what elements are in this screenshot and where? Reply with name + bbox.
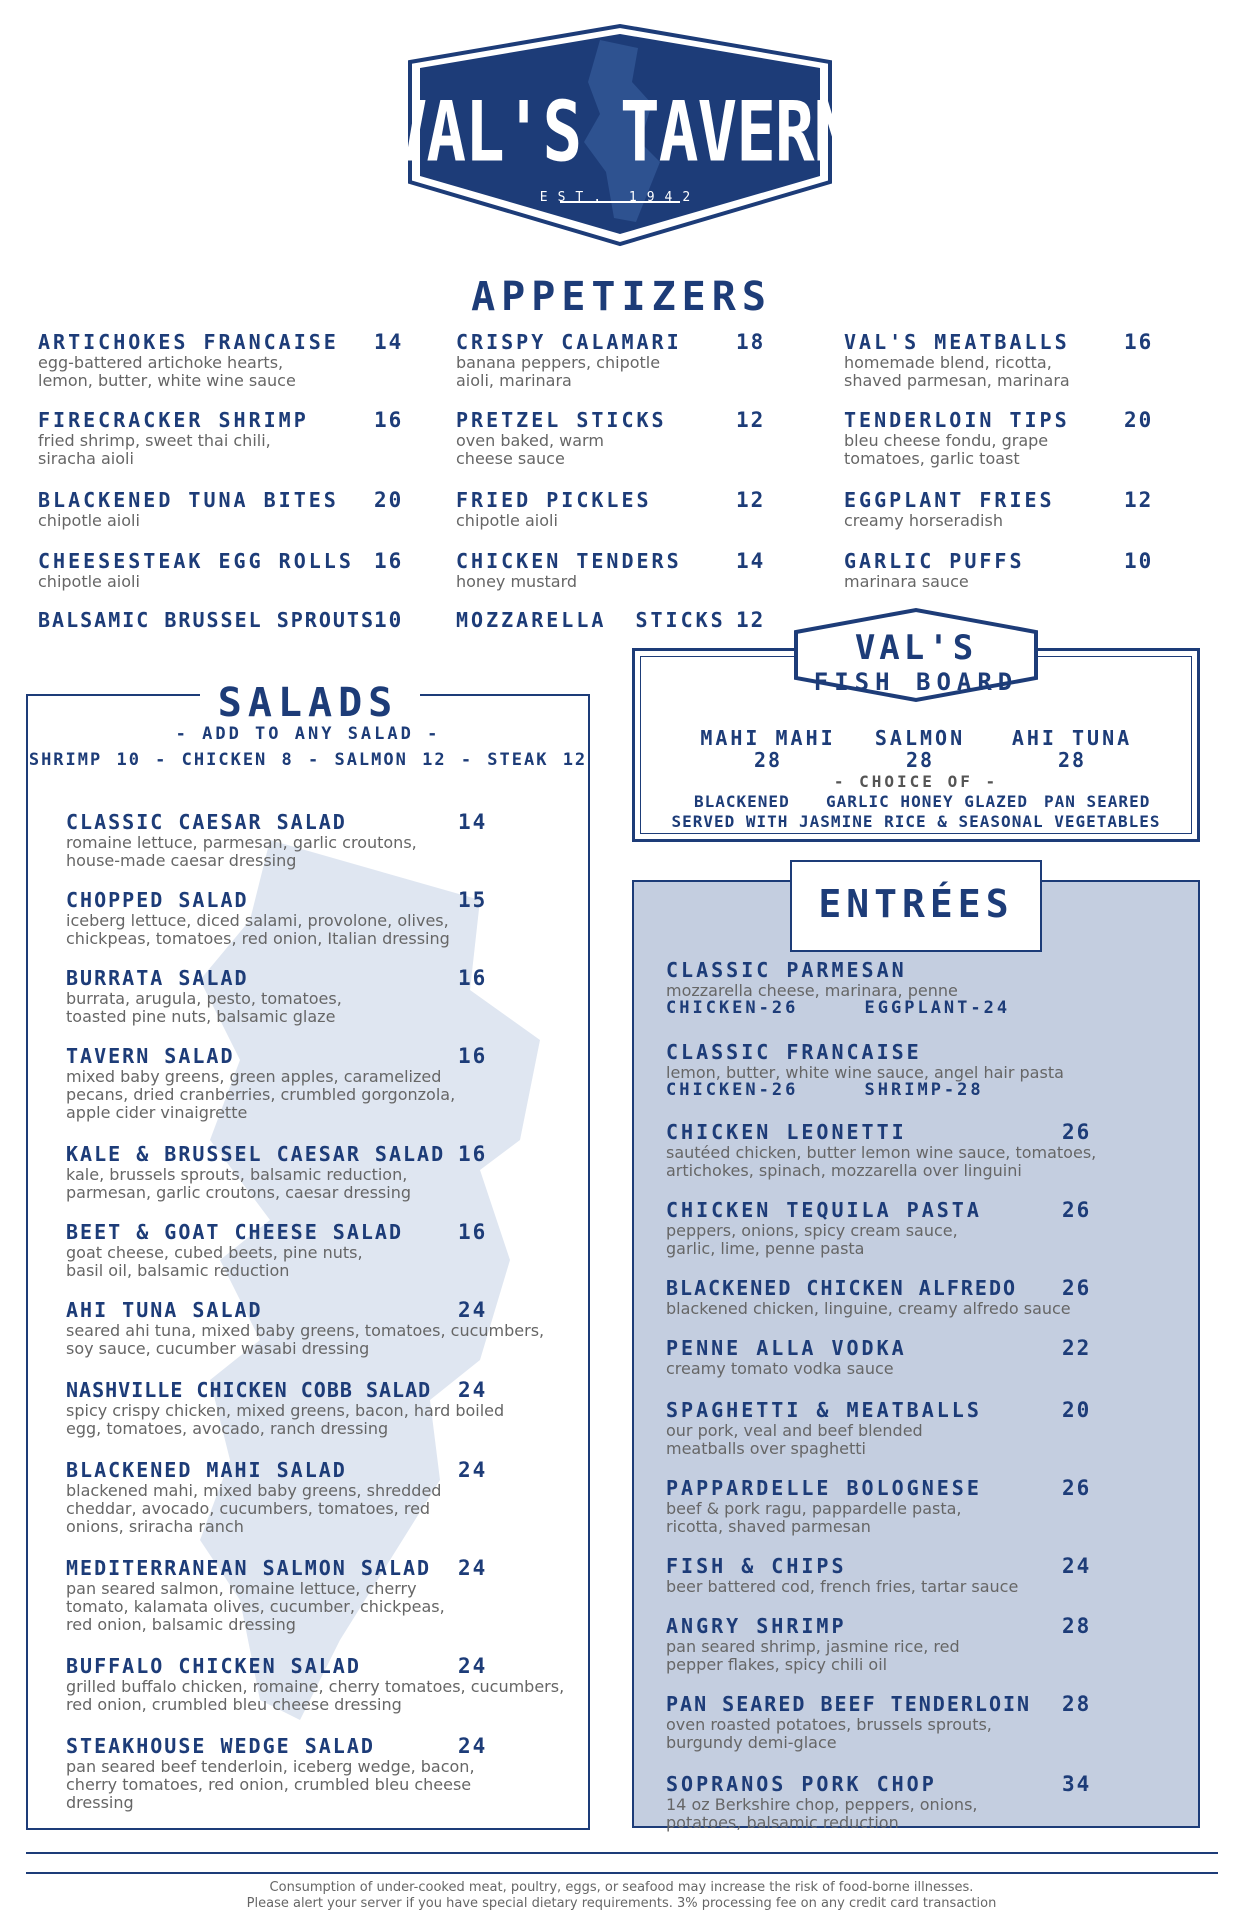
item-name: NASHVILLE CHICKEN COBB SALAD [66,1378,432,1402]
item-description: romaine lettuce, parmesan, garlic croutons, house-made caesar dressing [66,833,417,870]
fish-served-with: SERVED WITH JASMINE RICE & SEASONAL VEGETABLES [671,812,1161,831]
footer-disclaimer: Consumption of under-cooked meat, poultry, eggs, or seafood may increase the risk of food-borne illnesses. [269,1880,974,1895]
item-price: 28 [1062,1614,1092,1638]
fish-choice: PAN SEARED [1044,792,1151,811]
item-name: BURRATA SALAD [66,966,249,990]
item-name: AHI TUNA SALAD [66,1298,263,1322]
item-price: 24 [458,1298,488,1322]
item-price: 24 [458,1378,488,1402]
fish-name: AHI TUNA [1011,726,1133,750]
item-description: iceberg lettuce, diced salami, provolone, olives, chickpeas, tomatoes, red onion, Italian dressing [66,911,450,948]
item-price: 10 [374,608,404,632]
item-description: goat cheese, cubed beets, pine nuts, basil oil, balsamic reduction [66,1243,363,1280]
item-name: PENNE ALLA VODKA [666,1336,907,1360]
item-description: chipotle aioli [38,511,140,530]
item-description: burrata, arugula, pesto, tomatoes, toasted pine nuts, balsamic glaze [66,989,342,1026]
item-name: CHICKEN LEONETTI [666,1120,907,1144]
item-name: SPAGHETTI & MEATBALLS [666,1398,982,1422]
item-price: 20 [374,488,404,512]
item-name: BUFFALO CHICKEN SALAD [66,1654,361,1678]
item-price: 14 [374,330,404,354]
item-price: 12 [736,608,766,632]
item-description: fried shrimp, sweet thai chili, siracha aioli [38,431,271,468]
item-name: PAPPARDELLE BOLOGNESE [666,1476,982,1500]
item-description: peppers, onions, spicy cream sauce, garlic, lime, penne pasta [666,1221,958,1258]
item-description: spicy crispy chicken, mixed greens, bacon, hard boiled egg, tomatoes, avocado, ranch dressing [66,1401,505,1438]
item-name: PRETZEL STICKS [456,408,667,432]
item-description: creamy horseradish [844,511,1003,530]
item-description: mozzarella cheese, marinara, penne [666,981,958,1000]
item-price: 26 [1062,1198,1092,1222]
item-price: 16 [374,549,404,573]
item-description: sautéed chicken, butter lemon wine sauce, tomatoes, artichokes, spinach, mozzarella over linguini [666,1143,1097,1180]
item-price: 12 [736,408,766,432]
item-name: BLACKENED MAHI SALAD [66,1458,347,1482]
item-price: 20 [1124,408,1154,432]
item-description: pan seared salmon, romaine lettuce, cherry tomato, kalamata olives, cucumber, chickpeas, red onion, balsamic dressing [66,1579,445,1634]
item-name: KALE & BRUSSEL CAESAR SALAD [66,1142,446,1166]
item-description: seared ahi tuna, mixed baby greens, tomatoes, cucumbers, soy sauce, cucumber wasabi dressing [66,1321,545,1358]
item-name: PAN SEARED BEEF TENDERLOIN [666,1692,1032,1716]
item-options: CHICKEN-26 EGGPLANT-24 [666,998,1011,1018]
item-name: ARTICHOKES FRANCAISE [38,330,339,354]
item-description: creamy tomato vodka sauce [666,1359,894,1378]
item-name: BALSAMIC BRUSSEL SPROUTS [38,608,375,632]
item-name: BEET & GOAT CHEESE SALAD [66,1220,403,1244]
item-description: banana peppers, chipotle aioli, marinara [456,353,661,390]
footer-notice: Please alert your server if you have special dietary requirements. 3% processing fee on any credit card transaction [246,1896,997,1911]
item-price: 24 [458,1458,488,1482]
item-name: ANGRY SHRIMP [666,1614,847,1638]
item-price: 22 [1062,1336,1092,1360]
logo-name: VAL'S TAVERN [387,84,853,181]
salad-addon-title: - ADD TO ANY SALAD - [175,724,441,744]
item-options: CHICKEN-26 SHRIMP-28 [666,1080,984,1100]
item-name: FRIED PICKLES [456,488,652,512]
item-name: CLASSIC PARMESAN [666,958,907,982]
item-price: 16 [1124,330,1154,354]
item-description: 14 oz Berkshire chop, peppers, onions, potatoes, balsamic reduction [666,1795,978,1832]
salad-addons: SHRIMP 10 - CHICKEN 8 - SALMON 12 - STEAK 12 [28,750,588,770]
item-price: 24 [458,1734,488,1758]
item-name: TAVERN SALAD [66,1044,235,1068]
item-name: CHOPPED SALAD [66,888,249,912]
footer-rule-top [26,1852,1218,1854]
item-price: 12 [1124,488,1154,512]
item-name: CLASSIC FRANCAISE [666,1040,922,1064]
item-price: 15 [458,888,488,912]
item-description: kale, brussels sprouts, balsamic reduction, parmesan, garlic croutons, caesar dressing [66,1165,412,1202]
salads-heading: SALADS [217,680,399,726]
item-description: honey mustard [456,572,578,591]
fish-choice: GARLIC HONEY GLAZED [826,792,1029,811]
item-description: chipotle aioli [38,572,140,591]
item-description: blackened chicken, linguine, creamy alfredo sauce [666,1299,1071,1318]
item-description: mixed baby greens, green apples, caramelized pecans, dried cranberries, crumbled gorgonzola, apple cider vinaigrette [66,1067,456,1122]
item-description: oven baked, warm cheese sauce [456,431,604,468]
item-description: pan seared beef tenderloin, iceberg wedge, bacon, cherry tomatoes, red onion, crumbled bleu cheese dressing [66,1757,475,1812]
entrees-heading: ENTRÉES [818,882,1014,926]
item-description: chipotle aioli [456,511,558,530]
fish-price: 28 [753,748,783,772]
fish-choice: BLACKENED [694,792,790,811]
item-description: bleu cheese fondu, grape tomatoes, garlic toast [844,431,1049,468]
item-price: 10 [1124,549,1154,573]
item-name: STEAKHOUSE WEDGE SALAD [66,1734,375,1758]
item-price: 34 [1062,1772,1092,1796]
item-price: 24 [458,1654,488,1678]
item-price: 16 [458,966,488,990]
item-description: oven roasted potatoes, brussels sprouts, burgundy demi-glace [666,1715,992,1752]
item-name: GARLIC PUFFS [844,549,1025,573]
item-price: 16 [458,1220,488,1244]
item-name: VAL'S MEATBALLS [844,330,1070,354]
fish-board-subtitle: FISH BOARD [813,668,1019,696]
item-name: BLACKENED CHICKEN ALFREDO [666,1276,1018,1300]
item-name: CLASSIC CAESAR SALAD [66,810,347,834]
item-name: FIRECRACKER SHRIMP [38,408,309,432]
item-name: SOPRANOS PORK CHOP [666,1772,937,1796]
item-price: 16 [458,1142,488,1166]
fish-name: SALMON [874,726,966,750]
fish-price: 28 [1057,748,1087,772]
item-price: 14 [736,549,766,573]
item-name: FISH & CHIPS [666,1554,847,1578]
item-price: 24 [1062,1554,1092,1578]
item-price: 16 [458,1044,488,1068]
item-description: egg-battered artichoke hearts, lemon, butter, white wine sauce [38,353,296,390]
item-price: 20 [1062,1398,1092,1422]
item-price: 12 [736,488,766,512]
item-price: 26 [1062,1476,1092,1500]
item-name: MEDITERRANEAN SALMON SALAD [66,1556,432,1580]
item-price: 18 [736,330,766,354]
item-description: beef & pork ragu, pappardelle pasta, ricotta, shaved parmesan [666,1499,962,1536]
fish-board-title: VAL'S [854,628,978,668]
item-name: CHEESESTEAK EGG ROLLS [38,549,354,573]
item-name: BLACKENED TUNA BITES [38,488,339,512]
footer-rule-bottom [26,1872,1218,1874]
item-name: CHICKEN TEQUILA PASTA [666,1198,982,1222]
item-name: CRISPY CALAMARI [456,330,682,354]
item-price: 14 [458,810,488,834]
fish-price: 28 [905,748,935,772]
fish-name: MAHI MAHI [700,726,836,750]
item-name: EGGPLANT FRIES [844,488,1055,512]
item-description: grilled buffalo chicken, romaine, cherry tomatoes, cucumbers, red onion, crumbled bleu cheese dressing [66,1677,565,1714]
item-description: lemon, butter, white wine sauce, angel hair pasta [666,1063,1064,1082]
logo-established: EST. 1942 [539,190,701,205]
item-price: 26 [1062,1120,1092,1144]
item-price: 26 [1062,1276,1092,1300]
item-description: homemade blend, ricotta, shaved parmesan, marinara [844,353,1070,390]
item-description: marinara sauce [844,572,969,591]
item-description: beer battered cod, french fries, tartar sauce [666,1577,1019,1596]
item-price: 16 [374,408,404,432]
item-description: pan seared shrimp, jasmine rice, red pepper flakes, spicy chili oil [666,1637,960,1674]
item-description: our pork, veal and beef blended meatballs over spaghetti [666,1421,923,1458]
item-name: MOZZARELLA STICKS [456,608,726,632]
item-name: CHICKEN TENDERS [456,549,682,573]
appetizers-heading: APPETIZERS [471,274,772,320]
item-price: 24 [458,1556,488,1580]
item-description: blackened mahi, mixed baby greens, shredded cheddar, avocado, cucumbers, tomatoes, red onions, sriracha ranch [66,1481,442,1536]
fish-choice-title: - CHOICE OF - [833,772,999,791]
item-price: 28 [1062,1692,1092,1716]
item-name: TENDERLOIN TIPS [844,408,1070,432]
